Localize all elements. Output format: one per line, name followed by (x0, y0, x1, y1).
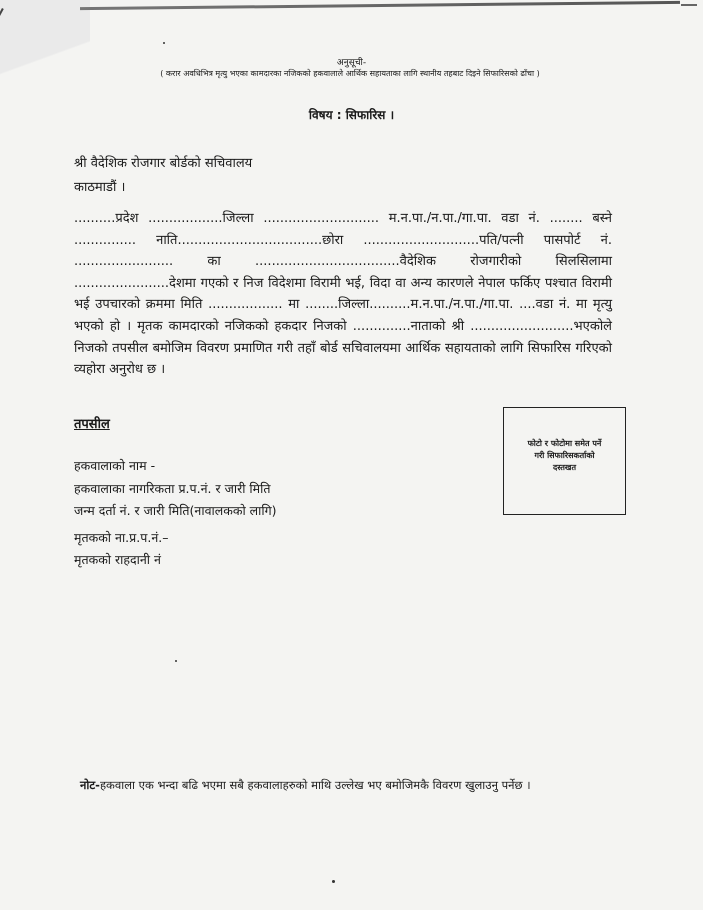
annex-subtitle: ( करार अवधिभित्र मृत्यु भएका कामदारका नजिकको हकवालाले आर्थिक सहायताका लागि स्थानीय तहबाट दिइने सिफारिसको ढाँचा ) (160, 69, 540, 78)
footer-note (80, 778, 531, 793)
photo-box-line-3: दस्तखत (552, 463, 577, 472)
photo-signature-box (503, 407, 626, 515)
annex-title: अनुसूची- (336, 58, 367, 68)
scan-speck (332, 880, 335, 883)
field-deceased-citizenship: मृतकको ना.प्र.प.नं.– (74, 529, 169, 545)
scan-speck (175, 660, 177, 662)
addressee-line-1: श्री वैदेशिक रोजगार बोर्डको सचिवालय (74, 156, 253, 171)
details-field-list (74, 455, 277, 572)
field-claimant-name: हकवालाको नाम - (74, 458, 156, 473)
body-paragraph: ..........प्रदेश ..................जिल्ला ............................ म.न.पा./न.पा./गा.पा. वडा नं. ........ बस्ने ............... नाति...................................छोरा ............................पति/पत्नी पासपोर्ट नं. ........................ का ...................................वैदेशिक रोजगारीको सिलसिलामा .......................देशमा गएको र निज विदेशमा विरामी भई, विदा वा अन्य कारणले नेपाल फर्किए पश्चात विरामी भई उपचारको क्रममा मिति .................. मा ........जिल्ला..........म.न.पा./न.पा./गा.पा. ....वडा नं. मा मृत्यु भएको हो । मृतक कामदारको नजिकको हकदार निजको ..............नाताको श्री .........................भएकोले निजको तपसील बमोजिम विवरण प्रमाणित गरी तहाँ बोर्ड सचिवालयमा आर्थिक सहायताको लागि सिफारिस गरिएको व्यहोरा अनुरोध छ । (74, 211, 612, 378)
subject-line: विषय : सिफारिस । (308, 108, 395, 122)
details-heading: तपसील (74, 417, 110, 432)
field-birth-registration: जन्म दर्ता नं. र जारी मिति(नावालकको लागि) (74, 503, 277, 518)
addressee (74, 152, 252, 200)
letter-body (74, 208, 612, 381)
field-claimant-citizenship: हकवालाका नागरिकता प्र.प.नं. र जारी मिति (74, 480, 271, 496)
scan-speck (163, 42, 165, 44)
note-text: हकवाला एक भन्दा बढि भएमा सबै हकवालाहरुको माथि उल्लेख भए बमोजिमकै विवरण खुलाउनु पर्नेछ । (99, 778, 531, 792)
scan-top-edge (80, 1, 680, 10)
photo-box-line-2: गरी सिफारिसकर्ताको (534, 451, 595, 460)
addressee-line-2: काठमाडौं । (74, 180, 126, 195)
scan-corner-mark (681, 4, 697, 6)
field-deceased-passport: मृतकको राहदानी नं (74, 552, 161, 567)
photo-box-line-1: फोटो र फोटोमा समेत पर्ने (527, 439, 602, 448)
note-label: नोट- (80, 778, 100, 792)
